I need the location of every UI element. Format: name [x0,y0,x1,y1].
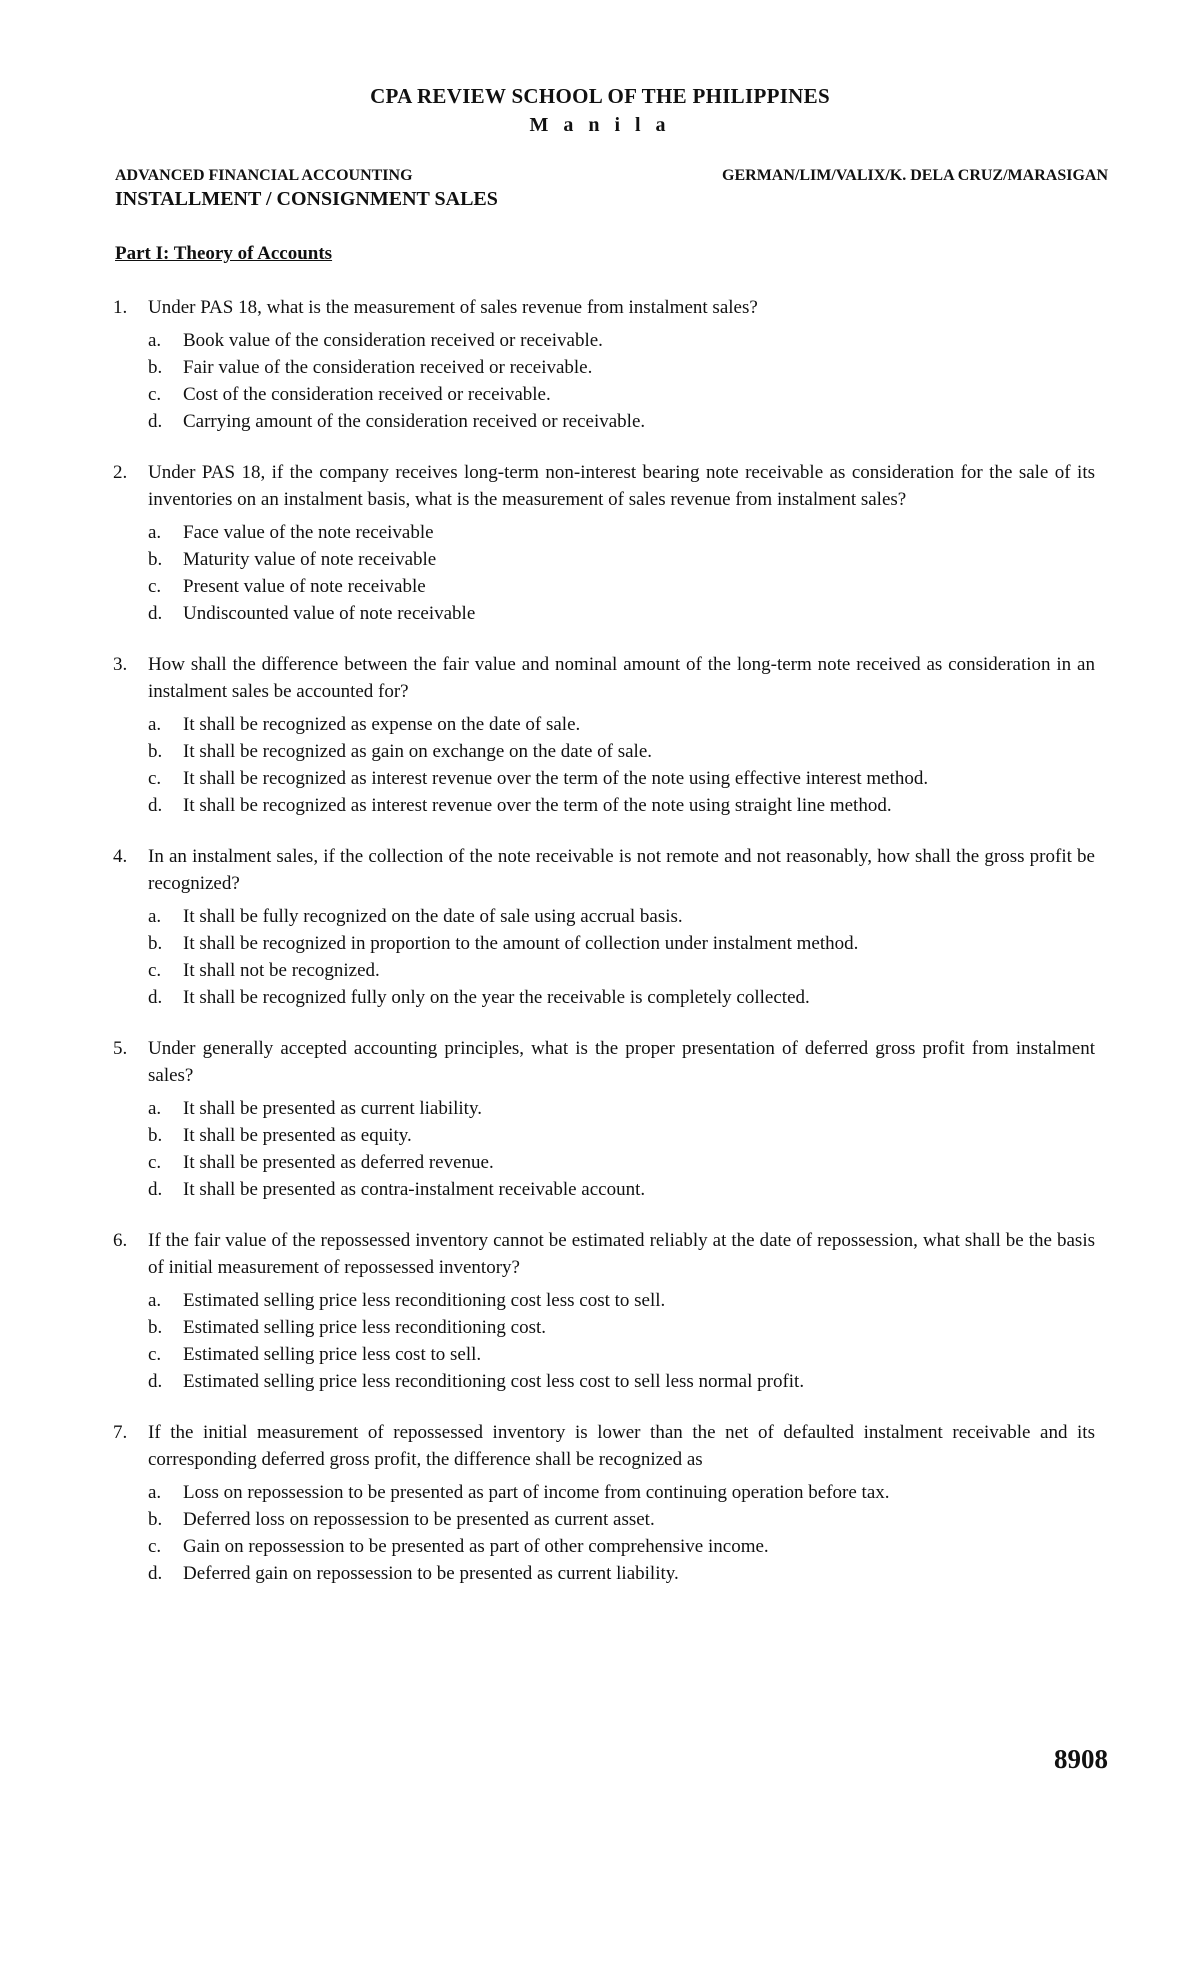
answer-option [148,1506,1095,1533]
option-text: It shall be recognized as gain on exchange on the date of sale. [183,741,653,762]
option-letter: d. [148,603,163,624]
option-text: Face value of the note receivable [183,522,434,543]
question-list [113,294,1095,1611]
option-letter: d. [148,1371,163,1392]
option-text: Deferred gain on repossession to be presented as current liability. [183,1563,679,1584]
option-letter: c. [148,960,162,981]
option-text: It shall be presented as deferred revenue. [183,1152,494,1173]
question-stem [113,651,1095,705]
option-letter: c. [148,1152,162,1173]
answer-option [148,600,1095,627]
option-text: Estimated selling price less reconditioning cost. [183,1317,547,1338]
option-list [113,1095,1095,1203]
option-letter: a. [148,522,162,543]
answer-option [148,327,1095,354]
option-text: It shall be recognized as interest revenue over the term of the note using effective interest method. [183,768,929,789]
answer-option [148,765,1095,792]
answer-option [148,930,1095,957]
option-letter: a. [148,714,162,735]
option-letter: b. [148,1509,163,1530]
option-text: It shall be presented as equity. [183,1125,412,1146]
answer-option [148,1095,1095,1122]
answer-option [148,1560,1095,1587]
option-text: It shall be presented as contra-instalment receivable account. [183,1179,646,1200]
option-list [113,903,1095,1011]
question-number: 3. [113,654,128,675]
question-stem [113,1035,1095,1089]
question-item [113,1227,1095,1395]
option-list [113,1479,1095,1587]
answer-option [148,984,1095,1011]
answer-option [148,1122,1095,1149]
option-text: Cost of the consideration received or receivable. [183,384,551,405]
question-number: 1. [113,297,128,318]
answer-option [148,573,1095,600]
part-title: Part I: Theory of Accounts [115,243,333,264]
answer-option [148,408,1095,435]
answer-option [148,1479,1095,1506]
question-stem [113,294,1095,321]
question-number: 2. [113,462,128,483]
question-text: Under generally accepted accounting principles, what is the proper presentation of deferred gross profit from instalment sales? [148,1038,1095,1086]
option-text: It shall be recognized as expense on the date of sale. [183,714,581,735]
option-letter: d. [148,987,163,1008]
question-number: 6. [113,1230,128,1251]
answer-option [148,1533,1095,1560]
question-item [113,651,1095,819]
option-letter: d. [148,411,163,432]
answer-option [148,792,1095,819]
option-letter: c. [148,1344,162,1365]
option-letter: a. [148,330,162,351]
option-text: Estimated selling price less reconditioning cost less cost to sell less normal profit. [183,1371,805,1392]
option-text: Deferred loss on repossession to be presented as current asset. [183,1509,655,1530]
question-number: 7. [113,1422,128,1443]
option-text: Loss on repossession to be presented as part of income from continuing operation before tax. [183,1482,890,1503]
option-text: It shall be fully recognized on the date of sale using accrual basis. [183,906,683,927]
option-letter: d. [148,795,163,816]
option-letter: b. [148,933,163,954]
option-text: Fair value of the consideration received or receivable. [183,357,593,378]
answer-option [148,1287,1095,1314]
option-letter: a. [148,1290,162,1311]
answer-option [148,1314,1095,1341]
page-number: 8908 [1054,1744,1108,1774]
option-text: Book value of the consideration received or receivable. [183,330,603,351]
option-text: Estimated selling price less reconditioning cost less cost to sell. [183,1290,666,1311]
option-letter: c. [148,576,162,597]
option-text: It shall not be recognized. [183,960,380,981]
answer-option [148,1341,1095,1368]
question-stem [113,459,1095,513]
option-letter: b. [148,741,163,762]
option-text: It shall be recognized as interest revenue over the term of the note using straight line method. [183,795,892,816]
answer-option [148,519,1095,546]
option-letter: d. [148,1179,163,1200]
option-list [113,519,1095,627]
question-text: Under PAS 18, what is the measurement of sales revenue from instalment sales? [148,297,758,318]
answer-option [148,1149,1095,1176]
question-text: Under PAS 18, if the company receives long-term non-interest bearing note receivable as consideration for the sale of its inventories on an instalment basis, what is the measurement of sales revenue from instalment sales? [148,462,1095,510]
question-number: 5. [113,1038,128,1059]
school-name: CPA REVIEW SCHOOL OF THE PHILIPPINES [370,84,830,108]
answer-option [148,1368,1095,1395]
question-stem [113,843,1095,897]
option-letter: a. [148,906,162,927]
answer-option [148,546,1095,573]
option-letter: d. [148,1563,163,1584]
option-text: It shall be presented as current liability. [183,1098,482,1119]
question-stem [113,1227,1095,1281]
answer-option [148,381,1095,408]
option-letter: b. [148,549,163,570]
question-text: If the initial measurement of repossessed inventory is lower than the net of defaulted instalment receivable and its corresponding deferred gross profit, the difference shall be recognized as [148,1422,1095,1470]
answer-option [148,1176,1095,1203]
option-letter: c. [148,1536,162,1557]
option-text: Carrying amount of the consideration received or receivable. [183,411,646,432]
question-text: If the fair value of the repossessed inventory cannot be estimated reliably at the date of repossession, what shall be the basis of initial measurement of repossessed inventory? [148,1230,1095,1278]
question-text: In an instalment sales, if the collection of the note receivable is not remote and not reasonably, how shall the gross profit be recognized? [148,846,1095,894]
option-text: Undiscounted value of note receivable [183,603,476,624]
answer-option [148,738,1095,765]
question-item [113,843,1095,1011]
question-item [113,294,1095,435]
option-text: Maturity value of note receivable [183,549,437,570]
school-city: M a n i l a [529,114,671,136]
option-text: Gain on repossession to be presented as part of other comprehensive income. [183,1536,769,1557]
option-letter: a. [148,1098,162,1119]
option-letter: b. [148,1125,163,1146]
option-letter: b. [148,1317,163,1338]
answer-option [148,903,1095,930]
answer-option [148,711,1095,738]
answer-option [148,957,1095,984]
option-letter: c. [148,768,162,789]
question-item [113,459,1095,627]
question-stem [113,1419,1095,1473]
question-number: 4. [113,846,128,867]
answer-option [148,354,1095,381]
question-item [113,1035,1095,1203]
option-text: It shall be recognized fully only on the year the receivable is completely collected. [183,987,810,1008]
option-letter: a. [148,1482,162,1503]
option-text: Present value of note receivable [183,576,426,597]
option-text: Estimated selling price less cost to sell. [183,1344,482,1365]
question-text: How shall the difference between the fair value and nominal amount of the long-term note received as consideration in an instalment sales be accounted for? [148,654,1095,702]
option-letter: b. [148,357,163,378]
option-list [113,711,1095,819]
option-list [113,1287,1095,1395]
authors-line: GERMAN/LIM/VALIX/K. DELA CRUZ/MARASIGAN [722,167,1108,184]
option-text: It shall be recognized in proportion to the amount of collection under instalment method. [183,933,859,954]
option-letter: c. [148,384,162,405]
topic-title: INSTALLMENT / CONSIGNMENT SALES [115,188,498,210]
option-list [113,327,1095,435]
question-item [113,1419,1095,1587]
course-title: ADVANCED FINANCIAL ACCOUNTING [115,167,413,184]
